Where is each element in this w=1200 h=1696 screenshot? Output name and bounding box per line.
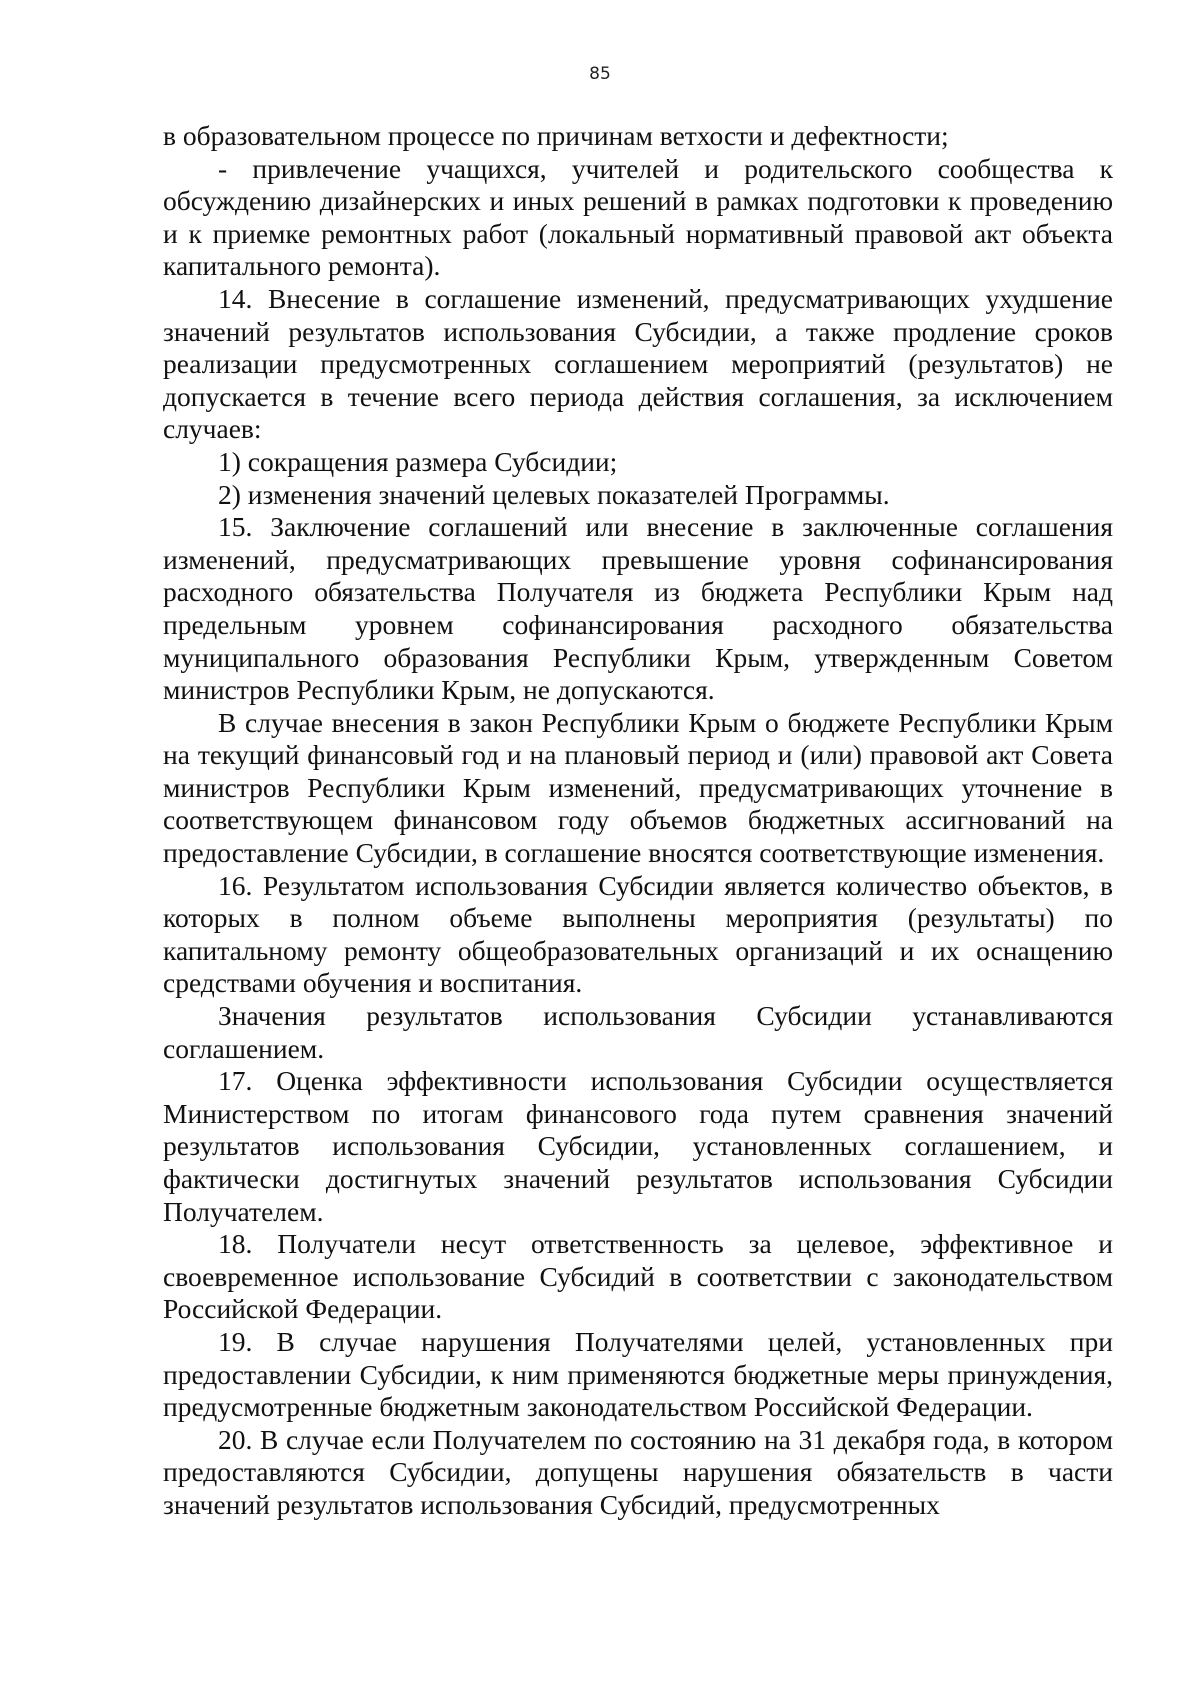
paragraph-18: 18. Получатели несут ответственность за целевое, эффективное и своевременное использование Субсидий в соответствии с законодательством Российской Федерации.	[163, 1228, 1113, 1325]
page-number: 85	[589, 64, 611, 84]
paragraph-17: 17. Оценка эффективности использования Субсидии осуществляется Министерством по итогам финансового года путем сравнения значений результатов использования Субсидии, установленных соглашением, и фактически достигнутых значений результатов использования Субсидии Получателем.	[163, 1065, 1113, 1227]
paragraph-16-continued: Значения результатов использования Субсидии устанавливаются соглашением.	[163, 1000, 1113, 1064]
paragraph-continuation: в образовательном процессе по причинам ветхости и дефектности;	[163, 120, 949, 151]
paragraph-14-item-1: 1) сокращения размера Субсидии;	[218, 445, 618, 477]
paragraph-14-item-2: 2) изменения значений целевых показателей Программы.	[218, 478, 890, 510]
paragraph-16: 16. Результатом использования Субсидии является количество объектов, в которых в полном объеме выполнены мероприятия (результаты) по капитальному ремонту общеобразовательных организаций и их оснащению средствами обучения и воспитания.	[163, 869, 1113, 999]
paragraph-15: 15. Заключение соглашений или внесение в заключенные соглашения изменений, предусматривающих превышение уровня софинансирования расходного обязательства Получателя из бюджета Республики Крым над предельным уровнем софинансирования расходного обязательства муниципального образования Республики Крым, утвержденным Советом министров Республики Крым, не допускаются.	[163, 511, 1113, 706]
paragraph-14: 14. Внесение в соглашение изменений, предусматривающих ухудшение значений результатов использования Субсидии, а также продление сроков реализации предусмотренных соглашением мероприятий (результатов) не допускается в течение всего периода действия соглашения, за исключением случаев:	[163, 282, 1113, 445]
paragraph-bullet-involvement: - привлечение учащихся, учителей и родительского сообщества к обсуждению дизайнерских и иных решений в рамках подготовки к проведению и к приемке ремонтных работ (локальный нормативный правовой акт объекта капитального ремонта).	[163, 152, 1113, 282]
paragraph-19: 19. В случае нарушения Получателями целей, установленных при предоставлении Субсидии, к ним применяются бюджетные меры принуждения, предусмотренные бюджетным законодательством Российской Федерации.	[163, 1325, 1113, 1423]
paragraph-20: 20. В случае если Получателем по состоянию на 31 декабря года, в котором предоставляются Субсидии, допущены нарушения обязательств в части значений результатов использования Субсидий, предусмотренных	[163, 1423, 1113, 1520]
paragraph-15-continued: В случае внесения в закон Республики Крым о бюджете Республики Крым на текущий финансовый год и на плановый период и (или) правовой акт Совета министров Республики Крым изменений, предусматривающих уточнение в соответствующем финансовом году объемов бюджетных ассигнований на предоставление Субсидии, в соглашение вносятся соответствующие изменения.	[163, 706, 1113, 869]
document-body	[163, 120, 1113, 1522]
